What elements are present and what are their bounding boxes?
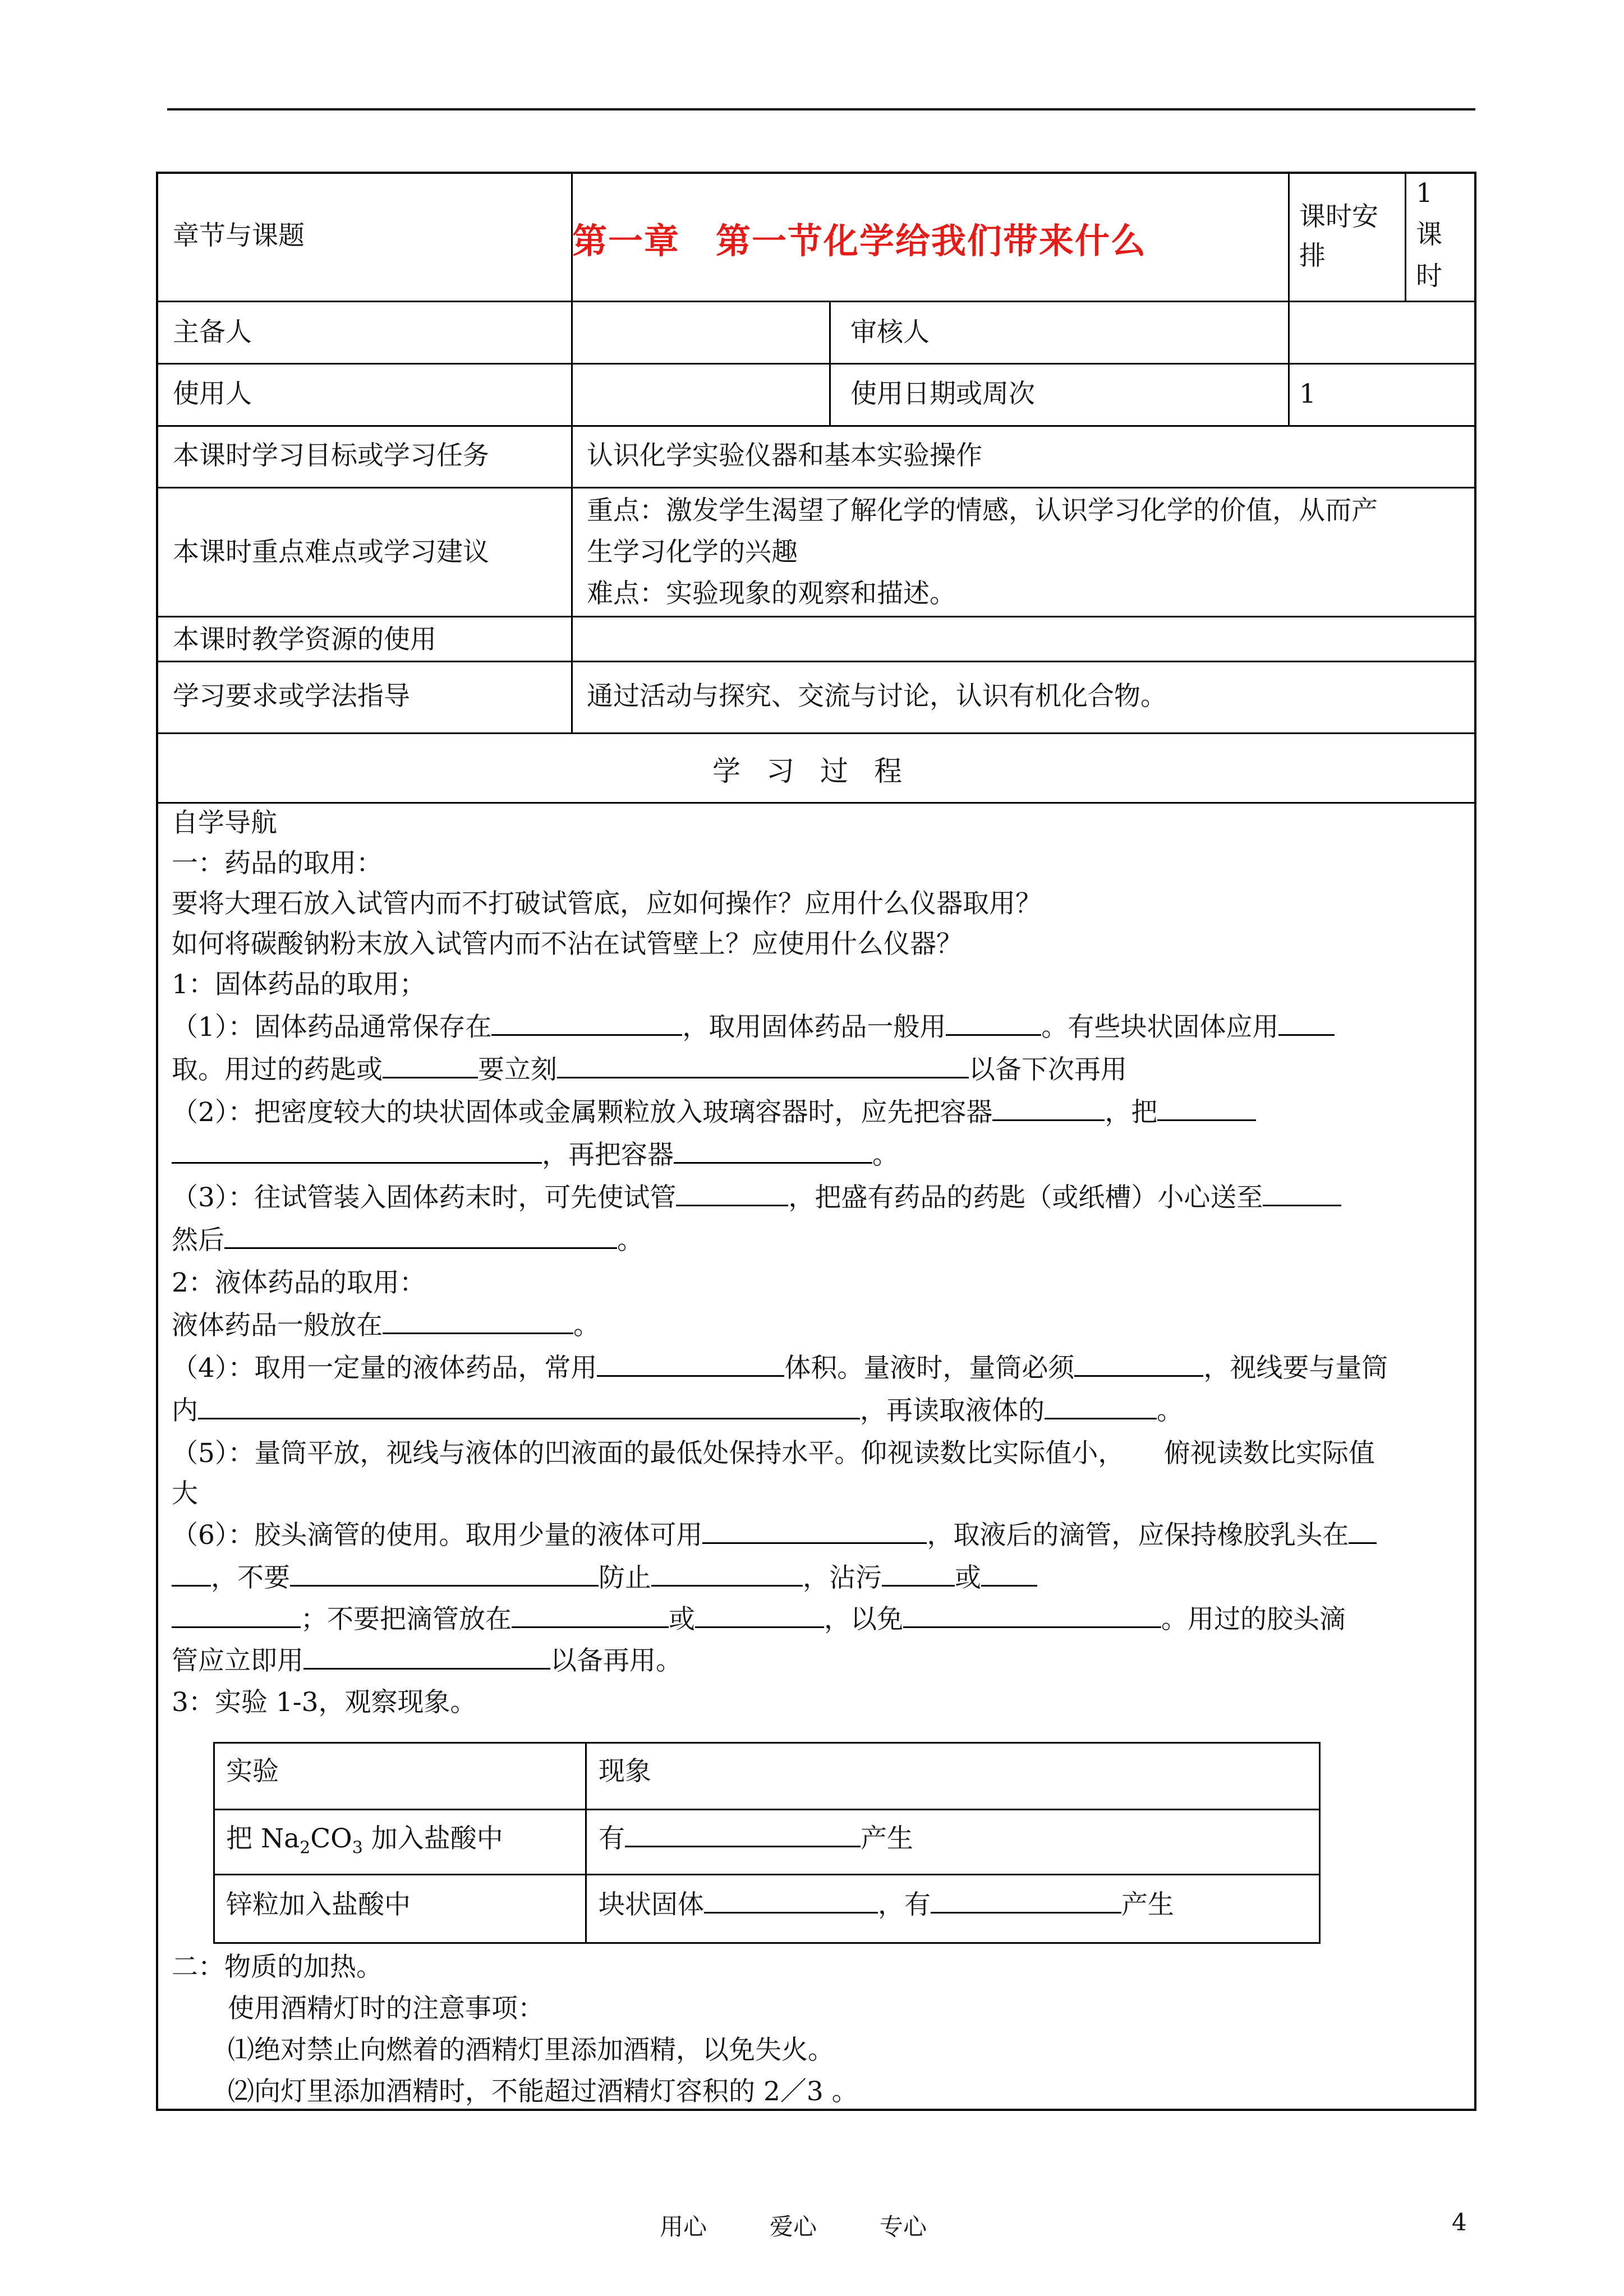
reviewer-label: 审核人 bbox=[850, 317, 930, 348]
text-line: 大 bbox=[172, 1478, 198, 1509]
text-line: （1）：固体药品通常保存在 ，取用固体药品一般用 。有些块状固体应用 bbox=[172, 1011, 1335, 1044]
preparer-label: 主备人 bbox=[173, 317, 252, 348]
text-line: ⑵向灯里添加酒精时，不能超过酒精灯容积的 2／3 。 bbox=[228, 2076, 858, 2107]
footer-motto-1: 用心 bbox=[660, 2213, 707, 2240]
fill-blank[interactable] bbox=[695, 1603, 824, 1628]
row-line bbox=[215, 1809, 1319, 1810]
key-line-2: 生学习化学的兴趣 bbox=[587, 537, 798, 568]
text-line: 二：物质的加热。 bbox=[172, 1952, 383, 1983]
fill-blank[interactable] bbox=[303, 1644, 550, 1670]
text-line: ；不要把滴管放在 或 ，以免 。用过的胶头滴 bbox=[172, 1603, 1346, 1636]
period-value-1: 1 bbox=[1416, 178, 1433, 209]
text-line: 一：药品的取用： bbox=[172, 848, 383, 879]
text-line: （5）：量筒平放，视线与液体的凹液面的最低处保持水平。仰视读数比实际值小， 俯视读数比实际值 bbox=[172, 1438, 1375, 1469]
fill-blank[interactable] bbox=[512, 1603, 669, 1628]
text-line: （4）：取用一定量的液体药品，常用 体积。量液时，量筒必须 ，视线要与量筒 bbox=[172, 1353, 1388, 1384]
fill-blank[interactable] bbox=[1278, 1011, 1335, 1036]
fill-blank[interactable] bbox=[882, 1561, 955, 1587]
text-line: 管应立即用 以备再用。 bbox=[172, 1645, 682, 1676]
fill-blank[interactable] bbox=[1045, 1394, 1157, 1419]
text-line: （6）：胶头滴管的使用。取用少量的液体可用 ，取液后的滴管，应保持橡胶乳头在 bbox=[172, 1519, 1377, 1552]
row2-observation: 块状固体 ，有 产生 bbox=[599, 1889, 1174, 1920]
row-line bbox=[156, 661, 1476, 662]
text-line: 1：固体药品的取用； bbox=[172, 969, 426, 1000]
fill-blank[interactable] bbox=[172, 1561, 211, 1587]
text-line: ⑴绝对禁止向燃着的酒精灯里添加酒精，以免失火。 bbox=[228, 2035, 834, 2066]
text-line: 然后 。 bbox=[172, 1225, 643, 1256]
head-experiment: 实验 bbox=[226, 1756, 279, 1787]
row1-observation: 有 产生 bbox=[599, 1823, 913, 1854]
fill-blank[interactable] bbox=[676, 1181, 788, 1206]
fill-blank[interactable] bbox=[557, 1053, 969, 1078]
goal-value: 认识化学实验仪器和基本实验操作 bbox=[587, 440, 982, 471]
key-label: 本课时重点难点或学习建议 bbox=[173, 537, 489, 568]
period-label-2: 排 bbox=[1299, 241, 1326, 271]
text-line: 取。用过的药匙或 要立刻 以备下次再用 bbox=[172, 1054, 1127, 1085]
key-line-1: 重点：激发学生渴望了解化学的情感，认识学习化学的价值，从而产 bbox=[587, 495, 1378, 526]
key-line-3: 难点：实验现象的观察和描述。 bbox=[587, 578, 956, 609]
fill-blank[interactable] bbox=[651, 1561, 803, 1587]
fill-blank[interactable] bbox=[383, 1053, 478, 1078]
text-line: ，再把容器 。 bbox=[172, 1138, 899, 1172]
row-line bbox=[215, 1874, 1319, 1875]
fill-blank[interactable] bbox=[674, 1138, 872, 1164]
fill-blank[interactable] bbox=[597, 1352, 784, 1377]
text-line: 液体药品一般放在 。 bbox=[172, 1310, 600, 1341]
col-line bbox=[585, 1744, 587, 1942]
page-number: 4 bbox=[1452, 2209, 1467, 2236]
row1-experiment: 把 $Na_2CO_3$ 加入盐酸中 bbox=[226, 1823, 503, 1858]
fill-blank[interactable] bbox=[981, 1561, 1037, 1587]
row-line bbox=[156, 802, 1476, 804]
period-value-2: 课 bbox=[1416, 219, 1442, 250]
fill-blank[interactable] bbox=[903, 1603, 1161, 1628]
process-title: 学习过程 bbox=[712, 755, 928, 787]
fill-blank[interactable] bbox=[702, 1519, 927, 1544]
text-line: 使用酒精灯时的注意事项： bbox=[228, 1993, 544, 2024]
text-line: 要将大理石放入试管内而不打破试管底，应如何操作？应用什么仪器取用？ bbox=[172, 888, 1042, 919]
fill-blank[interactable] bbox=[172, 1603, 301, 1628]
footer-motto-2: 爱心 bbox=[770, 2213, 817, 2240]
text-line: ，不要 防止 ，沾污 或 bbox=[172, 1561, 1037, 1595]
text-line: 2：液体药品的取用： bbox=[172, 1267, 426, 1298]
row-line bbox=[156, 301, 1476, 302]
fill-blank[interactable] bbox=[1263, 1181, 1341, 1206]
row-line bbox=[156, 363, 1476, 365]
chapter-label: 章节与课题 bbox=[173, 220, 305, 251]
user-label: 使用人 bbox=[173, 379, 252, 409]
fill-blank[interactable] bbox=[1074, 1352, 1203, 1377]
experiment-table bbox=[213, 1742, 1321, 1944]
fill-blank[interactable] bbox=[1349, 1519, 1377, 1544]
date-label: 使用日期或周次 bbox=[850, 379, 1035, 409]
head-observation: 现象 bbox=[599, 1756, 651, 1787]
row2-experiment: 锌粒加入盐酸中 bbox=[226, 1889, 411, 1920]
row-line bbox=[156, 425, 1476, 427]
resource-label: 本课时教学资源的使用 bbox=[173, 624, 436, 655]
method-label: 学习要求或学法指导 bbox=[173, 681, 410, 712]
goal-label: 本课时学习目标或学习任务 bbox=[173, 440, 489, 471]
col-line bbox=[1405, 172, 1406, 301]
fill-blank[interactable] bbox=[198, 1394, 860, 1419]
fill-blank[interactable] bbox=[224, 1224, 617, 1249]
lesson-title: 第一章 第一节化学给我们带来什么 bbox=[572, 220, 1147, 261]
method-value: 通过活动与探究、交流与讨论，认识有机化合物。 bbox=[587, 681, 1167, 712]
fill-blank[interactable] bbox=[1157, 1096, 1256, 1121]
fill-blank[interactable] bbox=[931, 1888, 1121, 1914]
period-label-1: 课时安 bbox=[1299, 201, 1378, 232]
col-line bbox=[1288, 172, 1290, 425]
text-line: 3：实验 1-3，观察现象。 bbox=[172, 1687, 477, 1718]
fill-blank[interactable] bbox=[290, 1561, 599, 1587]
footer-motto-3: 专心 bbox=[880, 2213, 927, 2240]
date-value: 1 bbox=[1299, 379, 1316, 409]
text-line: 如何将碳酸钠粉末放入试管内而不沾在试管壁上？应使用什么仪器？ bbox=[172, 929, 963, 960]
text-line: 内 ，再读取液体的 。 bbox=[172, 1395, 1183, 1426]
fill-blank[interactable] bbox=[704, 1888, 878, 1914]
fill-blank[interactable] bbox=[491, 1011, 682, 1036]
fill-blank[interactable] bbox=[625, 1822, 861, 1847]
text-line: （3）：往试管装入固体药末时，可先使试管 ，把盛有药品的药匙（或纸槽）小心送至 bbox=[172, 1181, 1341, 1215]
text-line: （2）：把密度较大的块状固体或金属颗粒放入玻璃容器时，应先把容器 ，把 bbox=[172, 1096, 1256, 1129]
row-line bbox=[156, 487, 1476, 488]
top-rule bbox=[167, 108, 1475, 110]
fill-blank[interactable] bbox=[992, 1096, 1105, 1121]
period-value-3: 时 bbox=[1416, 261, 1442, 292]
row-line bbox=[156, 732, 1476, 734]
fill-blank[interactable] bbox=[172, 1138, 542, 1164]
row-line bbox=[156, 616, 1476, 617]
fill-blank[interactable] bbox=[946, 1011, 1041, 1036]
fill-blank[interactable] bbox=[383, 1309, 573, 1334]
text-line: 自学导航 bbox=[172, 808, 277, 838]
